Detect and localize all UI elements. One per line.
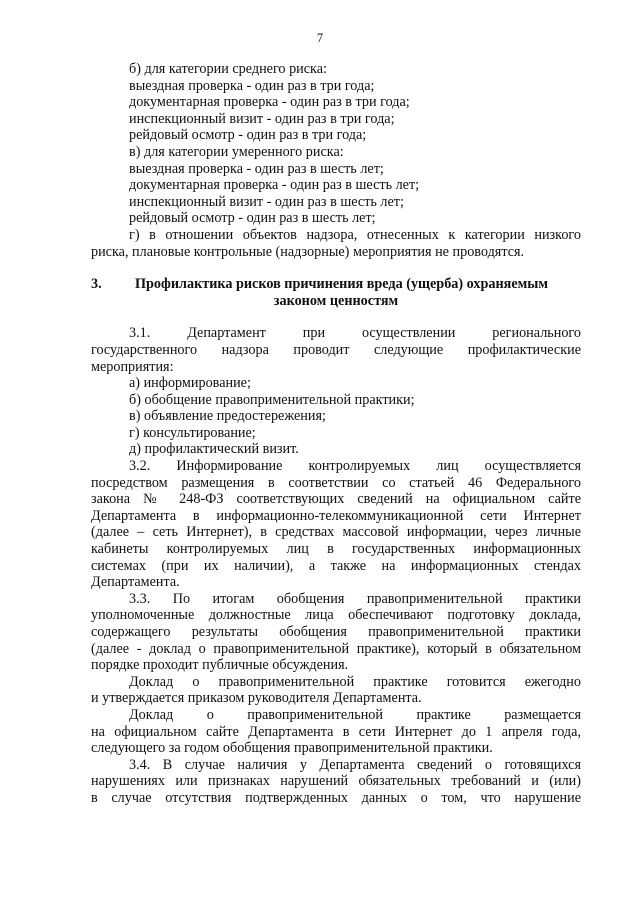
text-line: нарушениях или признаках нарушений обязательных требований и (или) — [91, 773, 581, 790]
list-item: а) информирование; — [129, 375, 251, 392]
text-line: инспекционный визит - один раз в три года; — [129, 110, 395, 127]
text-line: (далее – сеть Интернет), в средствах массовой информации, через личные — [91, 524, 581, 541]
text-line: документарная проверка - один раз в шесть лет; — [129, 177, 420, 194]
list-item: д) профилактический визит. — [129, 441, 299, 458]
text-line: содержащего результаты обобщения правоприменительной практики — [91, 624, 581, 640]
text-line: риска, плановые контрольные (надзорные) мероприятия не проводятся. — [91, 243, 525, 260]
text-line: посредством размещения в соответствии со статьей 46 Федерального — [91, 474, 581, 491]
text-line: в) для категории умеренного риска: — [129, 143, 344, 160]
heading-line: Профилактика рисков причинения вреда (ущерба) охраняемым — [135, 276, 549, 293]
text-line: 3.4. В случае наличия у Департамента сведений о готовящихся — [129, 756, 581, 773]
document-body — [91, 61, 581, 807]
text-line: государственного надзора проводит следующие профилактические — [91, 341, 581, 358]
text-line: системах (при их наличии), а также на информационных стендах — [91, 557, 581, 574]
text-line: уполномоченные должностные лица обеспечивают подготовку доклада, — [91, 607, 581, 624]
text-line: мероприятия: — [91, 358, 174, 375]
text-line: закона № 248-ФЗ соответствующих сведений на официальном сайте — [91, 491, 581, 508]
list-item: б) обобщение правоприменительной практики; — [129, 391, 415, 408]
text-line: инспекционный визит - один раз в шесть лет; — [129, 193, 404, 210]
text-line: следующего за годом обобщения правоприменительной практики. — [91, 740, 493, 757]
text-line: выездная проверка - один раз в три года; — [129, 77, 375, 94]
list-item: в) объявление предостережения; — [129, 408, 326, 425]
text-line: выездная проверка - один раз в шесть лет; — [129, 160, 384, 177]
text-line: Департамента в информационно-телекоммуникационной сети Интернет — [91, 507, 581, 524]
text-line: рейдовый осмотр - один раз в шесть лет; — [129, 210, 376, 227]
text-line: порядке проходит публичные обсуждения. — [91, 657, 349, 674]
list-item: г) консультирование; — [129, 424, 256, 441]
text-line: рейдовый осмотр - один раз в три года; — [129, 127, 367, 144]
text-line: 3.3. По итогам обобщения правоприменительной практики — [129, 590, 581, 607]
text-line: Департамента. — [91, 574, 180, 591]
section-heading — [91, 276, 581, 309]
text-line: документарная проверка - один раз в три года; — [129, 94, 410, 111]
text-line: и утверждается приказом руководителя Департамента. — [91, 690, 422, 707]
text-line: б) для категории среднего риска: — [129, 61, 327, 77]
section-number: 3. — [91, 276, 102, 293]
text-line: 3.1. Департамент при осуществлении регионального — [129, 325, 581, 342]
text-line: 3.2. Информирование контролируемых лиц осуществляется — [129, 458, 581, 475]
text-line: г) в отношении объектов надзора, отнесенных к категории низкого — [129, 226, 581, 243]
page-number: 7 — [316, 31, 324, 45]
text-line: (далее - доклад о правоприменительной практике), который в обязательном — [91, 640, 581, 657]
text-line: на официальном сайте Департамента в сети Интернет до 1 апреля года, — [91, 723, 581, 740]
text-line: в случае отсутствия подтвержденных данных о том, что нарушение — [91, 789, 581, 806]
text-line: Доклад о правоприменительной практике размещается — [129, 706, 581, 723]
text-line: Доклад о правоприменительной практике готовится ежегодно — [129, 673, 581, 690]
heading-line: законом ценностям — [273, 292, 399, 309]
text-line: кабинеты контролируемых лиц в государственных информационных — [91, 541, 581, 558]
